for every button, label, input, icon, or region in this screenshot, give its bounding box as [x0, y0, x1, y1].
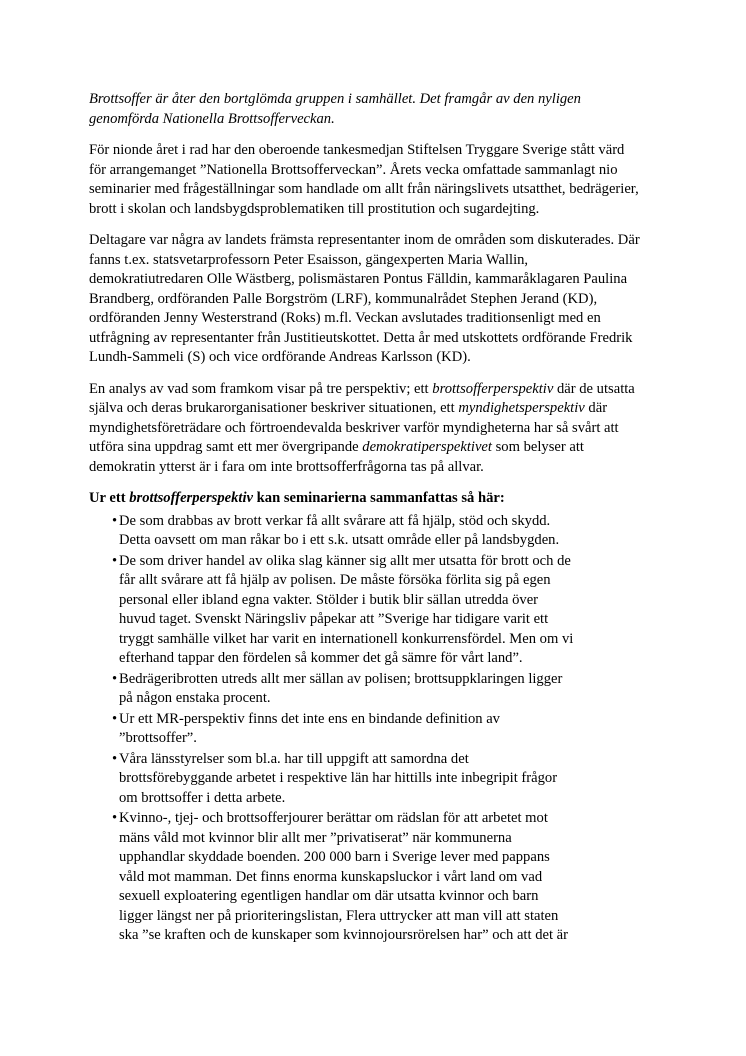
text-line: på någon enstaka procent. [119, 690, 271, 706]
text-line: Ur ett MR-perspektiv finns det inte ens en bindande definition av [119, 710, 500, 727]
text-line: ligger längst ner på prioriteringslistan, Flera uttrycker att man vill att staten [119, 907, 559, 924]
text-line: myndighetsföreträdare och förtroendevalda beskriver varför myndigheterna har så svårt att [89, 419, 619, 436]
text-fragment: där [584, 400, 608, 416]
text-line: demokratin ytterst är i fara om inte brottsofferfrågorna tas på allvar. [89, 458, 484, 475]
text-line: huvud taget. Svenskt Näringsliv påpekar att ”Sverige har tidigare varit ett [119, 611, 549, 627]
text-line: brott i skolan och landsbygdsproblematiken till prostitution och sugardejting. [89, 200, 540, 217]
intro-paragraph [89, 90, 669, 129]
text-line: Bedrägeribrotten utreds allt mer sällan av polisen; brottsuppklaringen ligger [119, 670, 563, 687]
text-line [89, 489, 669, 509]
list-item [89, 710, 669, 749]
text-line: mäns våld mot kvinnor blir allt mer ”privatiserat” när kommunerna [119, 829, 512, 846]
bullet-icon: • [112, 512, 118, 529]
text-line [89, 380, 669, 400]
text-line: brottsförebyggande arbetet i respektive län har hittills inte inbegripit frågor [119, 770, 558, 786]
emphasis-text: brottsofferperspektiv [432, 380, 554, 397]
text-line: De som driver handel av olika slag känner sig allt mer utsatta för brott och de [119, 552, 571, 569]
text-line: Kvinno-, tjej- och brottsofferjourer berättar om rädslan för att arbetet mot [119, 810, 548, 826]
text-line [89, 399, 669, 419]
bullet-icon: • [112, 552, 118, 569]
text-line: Deltagare var några av landets främsta representanter inom de områden som diskuterades. Där [89, 232, 640, 248]
bullet-icon: • [112, 670, 118, 687]
text-fragment: själva och deras brukarorganisationer beskriver situationen, ett [89, 400, 459, 416]
bullet-list [89, 512, 669, 946]
paragraph-event-description [89, 141, 669, 219]
text-line: demokratiutredaren Olle Wästberg, polismästaren Pontus Fälldin, kammaråklagaren Paulina [89, 271, 628, 287]
text-fragment: kan seminarierna sammanfattas så här: [253, 490, 505, 506]
text-line: får allt svårare att få hjälp av polisen. De måste försöka förlita sig på egen [119, 572, 551, 588]
text-line: ordföranden Jenny Westerstrand (Roks) m.fl. Veckan avslutades traditionsenligt med en [89, 310, 601, 326]
text-line: våld mot mamman. Det finns enorma kunskapsluckor i vårt land om vad [119, 868, 543, 885]
text-fragment: En analys av vad som framkom visar på tre perspektiv; ett [89, 380, 433, 397]
text-line: Detta oavsett om man råkar bo i ett s.k. utsatt område eller på landsbygden. [119, 532, 560, 548]
emphasis-text: brottsofferperspektiv [129, 490, 254, 506]
text-line: Lundh-Sammeli (S) och vice ordförande Andreas Karlsson (KD). [89, 349, 471, 365]
text-line: Våra länsstyrelser som bl.a. har till uppgift att samordna det [119, 750, 469, 767]
paragraph-participants [89, 231, 669, 368]
text-line: De som drabbas av brott verkar få allt svårare att få hjälp, stöd och skydd. [119, 512, 551, 529]
emphasis-text: myndighetsperspektiv [458, 400, 585, 416]
document-body [89, 90, 669, 947]
text-fragment: där de utsatta [553, 380, 635, 397]
text-line: efterhand tappar den fördelen så kommer det gå sämre för vårt land”. [119, 650, 523, 666]
text-line [89, 438, 669, 458]
text-line: för arrangemanget ”Nationella Brottsofferveckan”. Årets vecka omfattade sammanlagt nio [89, 161, 618, 178]
text-fragment: som belyser att [491, 439, 584, 455]
text-line: seminarier med frågeställningar som handlade om allt från näringslivets utsatthet, bedrägerier, [89, 181, 639, 197]
text-line: tryggt samhälle vilket har varit en internationell konkurrensfördel. Men om vi [119, 630, 574, 647]
text-line: sexuell exploatering egentligen handlar om där utsatta kvinnor och barn [119, 888, 539, 904]
bullet-icon: • [112, 710, 118, 727]
bullet-icon: • [112, 750, 118, 767]
text-fragment: utföra sina uppdrag samt ett mer övergripande [89, 439, 363, 455]
text-line: ”brottsoffer”. [119, 730, 197, 746]
list-item [89, 809, 669, 946]
text-line: Brandberg, ordföranden Palle Borgström (LRF), kommunalrådet Stephen Jerand (KD), [89, 290, 598, 307]
text-line: personal eller ibland egna vakter. Stölder i butik blir sällan utredda över [119, 591, 539, 608]
section-heading [89, 489, 669, 509]
text-line: Brottsoffer är åter den bortglömda gruppen i samhället. Det framgår av den nyligen [89, 91, 581, 107]
text-line: upphandlar skyddade boenden. 200 000 barn i Sverige lever med pappans [119, 849, 550, 865]
list-item [89, 750, 669, 809]
text-line: fanns t.ex. statsvetarprofessorn Peter Esaisson, gängexperten Maria Wallin, [89, 251, 529, 268]
text-line: För nionde året i rad har den oberoende tankesmedjan Stiftelsen Tryggare Sverige stått värd [89, 142, 625, 158]
text-line: ska ”se kraften och de kunskaper som kvinnojoursrörelsen har” och att det är [119, 927, 569, 943]
list-item [89, 552, 669, 669]
text-line: genomförda Nationella Brottsofferveckan. [89, 110, 335, 127]
paragraph-analysis [89, 380, 669, 478]
text-fragment: Ur ett [89, 490, 130, 506]
list-item [89, 512, 669, 551]
emphasis-text: demokratiperspektivet [362, 439, 492, 455]
list-item [89, 670, 669, 709]
bullet-icon: • [112, 810, 118, 826]
text-line: utfrågning av representanter från Justitieutskottet. Detta år med utskottets ordförande Fredrik [89, 329, 633, 346]
text-line: om brottsoffer i detta arbete. [119, 789, 286, 806]
